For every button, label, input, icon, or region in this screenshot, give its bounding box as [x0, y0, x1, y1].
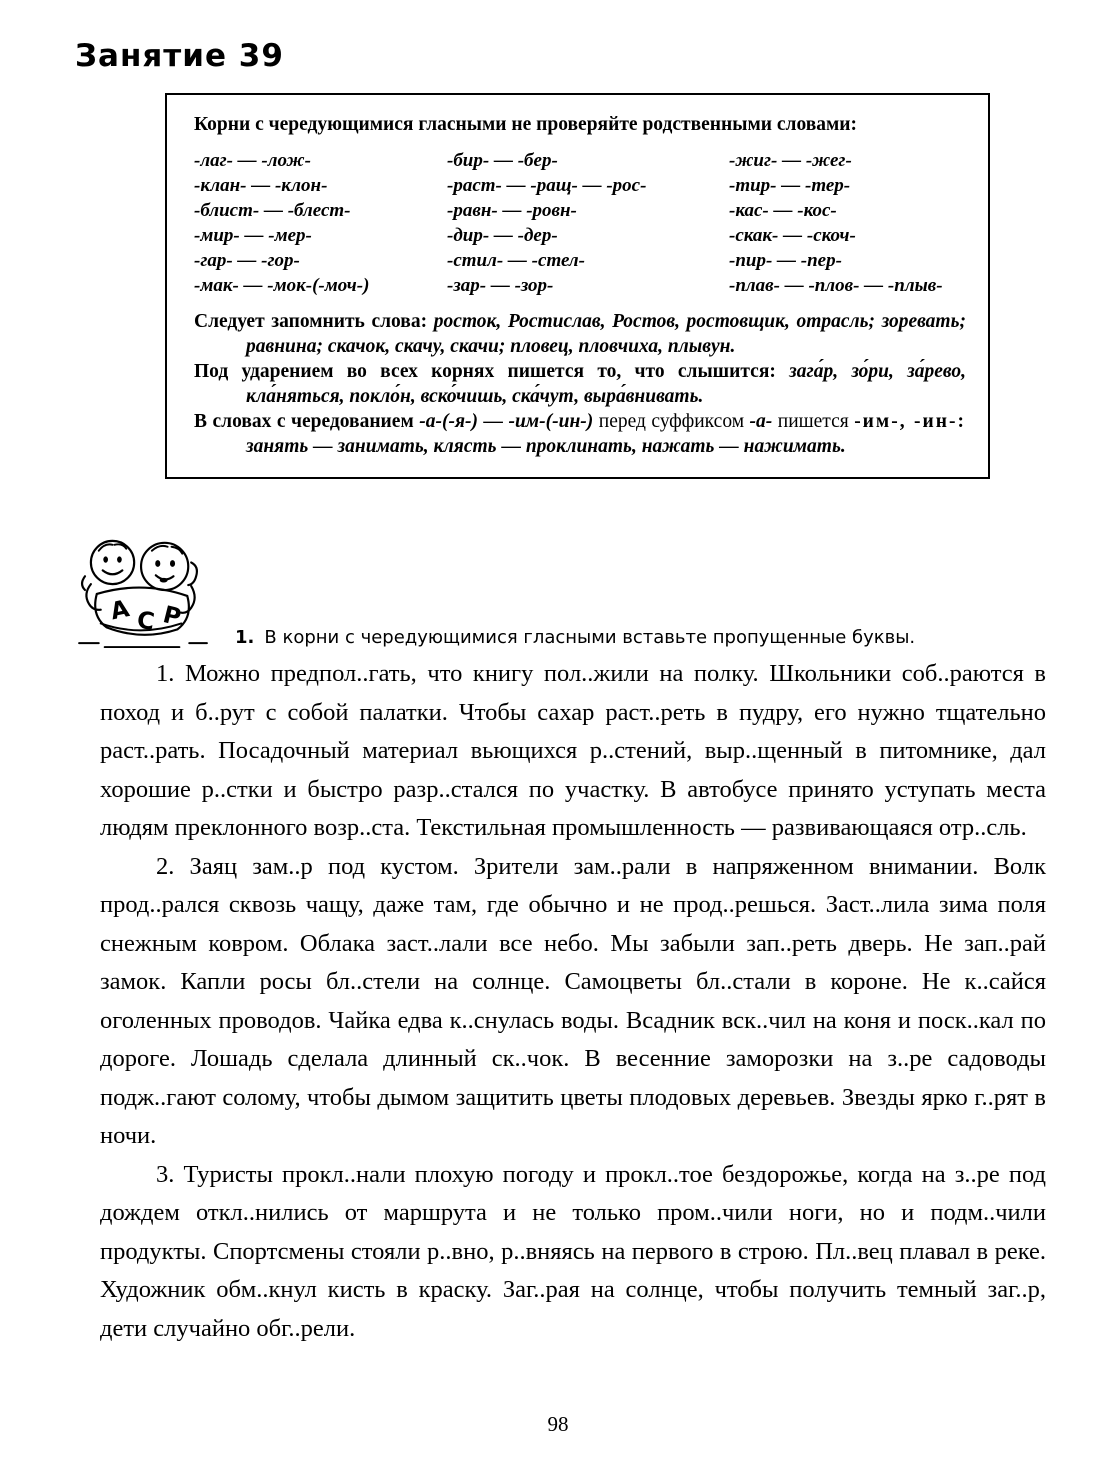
root-pair: -стил- — -стел- — [447, 250, 586, 271]
root-pair: -блист- — -блест- — [194, 200, 351, 221]
exercise-body-text — [100, 655, 1046, 1348]
rules-notes — [194, 309, 966, 459]
exercise-paragraph-1: 1. Можно предпол..гать, что книгу пол..жили на полку. Школьники соб..раются в поход и б..рут с собой палатки. Чтобы сахар раст..реть в пудру, его нужно тщательно раст..рать. Посадочный материал вьющихся р..стений, выр..щенный в питомнике, дал хорошие р..стки и быстро разр..стался по участку. В автобусе принято уступать места людям преклонного возр..ста. Текстильная промышленность — развивающаяся отр..сль. — [100, 660, 1046, 841]
rules-box — [165, 93, 990, 479]
root-pair: -бир- — -бер- — [447, 150, 558, 171]
root-pair: -кас- — -кос- — [729, 200, 837, 221]
root-pair: -раст- — -ращ- — -рос- — [447, 175, 647, 196]
rule-note-im-in-alternation: В словах с чередованием -а-(-я-) — -им-(-ин-) перед суффиксом -а- пишется -им-, -ин-: занять — занимать, клясть — проклинать, нажать — нажимать. — [194, 411, 967, 457]
alternating-roots-table — [194, 150, 966, 297]
exercise-header-row — [75, 533, 1035, 651]
children-with-letter-basket-illustration — [75, 533, 213, 651]
rule-note-remember-words: Следует запомнить слова: росток, Ростислав, Ростов, ростовщик, отрасль; зоревать; равнина; скачок, скачу, скачи; пловец, пловчиха, плывун. — [194, 311, 967, 357]
root-pair: -мир- — -мер- — [194, 225, 312, 246]
svg-text:А: А — [107, 594, 132, 626]
lesson-title: Занятие 39 — [75, 38, 284, 74]
svg-text:С: С — [135, 605, 157, 636]
root-pair: -тир- — -тер- — [729, 175, 851, 196]
root-pair: -гар- — -гор- — [194, 250, 300, 271]
exercise-instruction — [235, 627, 915, 649]
root-pair: -скак- — -скоч- — [729, 225, 856, 246]
root-pair: -жиг- — -жег- — [729, 150, 852, 171]
root-pair: -дир- — -дер- — [447, 225, 558, 246]
exercise-paragraph-3: 3. Туристы прокл..нали плохую погоду и прокл..тое бездорожье, когда на з..ре под дождем откл..нились от маршрута и не только пром..чили ноги, но и подм..чили продукты. Спортсмены стояли р..вно, р..вняясь на первого в строю. Пл..вец плавал в реке. Художник обм..кнул кисть в краску. Заг..рая на солнце, чтобы получить темный заг..р, дети случайно обг..рели. — [100, 1160, 1046, 1342]
root-pair: -лаг- — -лож- — [194, 150, 311, 171]
page-number: 98 — [547, 1412, 569, 1436]
exercise-instruction-text: В корни с чередующимися гласными вставьте пропущенные буквы. — [264, 627, 916, 648]
root-pair: -зар- — -зор- — [447, 275, 554, 296]
root-pair: -клан- — -клон- — [194, 175, 328, 196]
rules-heading: Корни с чередующимися гласными не проверяйте родственными словами: — [194, 114, 857, 135]
root-pair: -равн- — -ровн- — [447, 200, 577, 221]
root-pair: -плав- — -плов- — -плыв- — [729, 275, 943, 296]
root-pair: -мак- — -мок-(-моч-) — [194, 275, 370, 296]
svg-text:Р: Р — [160, 600, 184, 632]
exercise-paragraph-2: 2. Заяц зам..р под кустом. Зрители зам..рали в напряженном внимании. Волк прод..рался сквозь чащу, даже там, где обычно и не прод..решься. Заст..лила зима поля снежным ковром. Облака заст..лали все небо. Мы забыли зап..реть дверь. Не зап..рай замок. Капли росы бл..стели на солнце. Самоцветы бл..стали в короне. Не к..сайся оголенных проводов. Чайка едва к..снулась воды. Всадник вск..чил на коня и поск..кал по дороге. Лошадь сделала длинный ск..чок. В весенние заморозки на з..ре садоводы подж..гают солому, чтобы дымом защитить цветы плодовых деревьев. Звезды ярко г..рят в ночи. — [100, 852, 1046, 1149]
root-pair: -пир- — -пер- — [729, 250, 842, 271]
exercise-number: 1. — [235, 627, 255, 648]
rule-note-under-stress: Под ударением во всех корнях пишется то, что слышится: зага́р, зо́ри, за́рево, кла́няться, покло́н, вско́чишь, ска́чут, выра́внивать. — [194, 361, 966, 407]
